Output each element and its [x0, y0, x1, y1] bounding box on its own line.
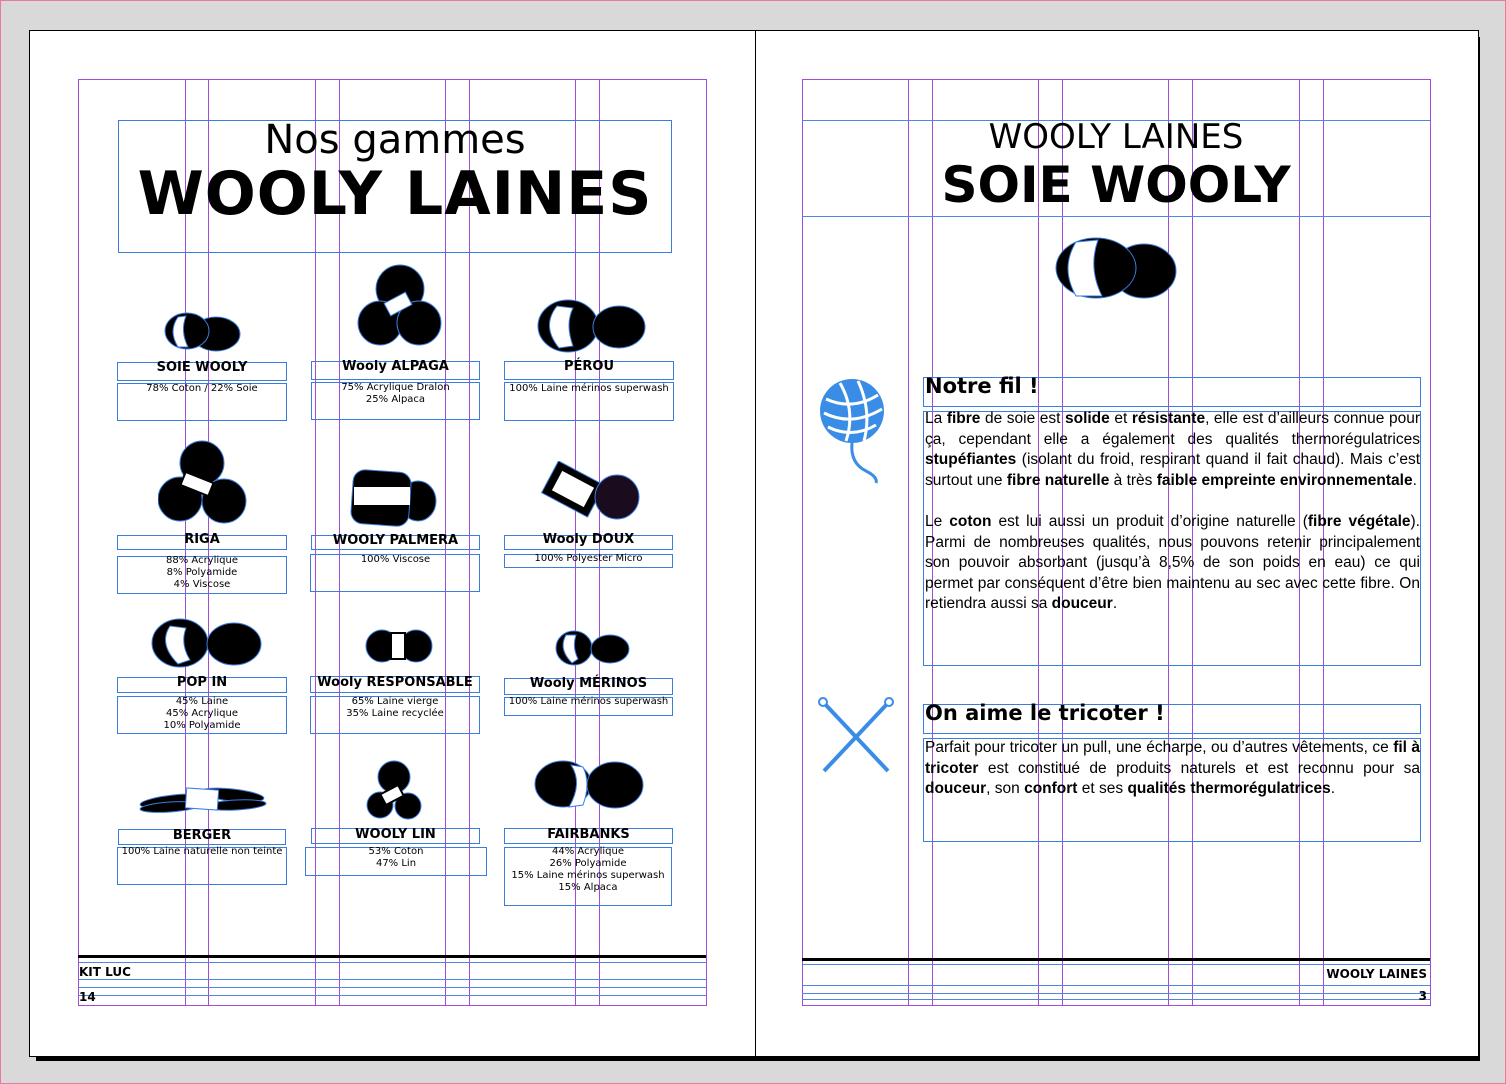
brand-title: WOOLY LAINES — [988, 117, 1244, 157]
item-desc-berger: 100% Laine naturelle non teinte — [121, 846, 283, 857]
section-body-notre-fil: La fibre de soie est solide et résistante, elle est d’ailleurs connue pour ça, cependant elle a également des qualités thermorégulatrices stupéfiantes (isolant du froid, respirant quand il fait chaud). Mais c’est surtout une fibre naturelle à très faible empreinte environnementale. Le coton est lui aussi un produit d’origine naturelle (fibre végétale). Parmi de nombreuses qualités, nous pouvons retenir principalement son pouvoir absorbant (jusqu’à 8,5% de son poids en eau) ce qui permet par conséquent d’être bien maintenu au sec avec cette fibre. On retiendra aussi sa douceur. — [925, 410, 1420, 613]
page-title: SOIE WOOLY — [941, 156, 1291, 214]
item-name-alpaga: Wooly ALPAGA — [342, 359, 449, 374]
item-desc-lin: 53% Coton 47% Lin — [368, 846, 424, 869]
footer-baseline-guide — [78, 979, 706, 980]
yarn-doux-image — [535, 461, 647, 525]
item-desc-palmera: 100% Viscose — [360, 554, 431, 565]
section-heading-on-aime-le-tricoter: On aime le tricoter ! — [925, 701, 1165, 725]
item-name-pop-in: POP IN — [176, 675, 228, 690]
page-spread — [29, 30, 1479, 1057]
item-desc-perou: 100% Laine mérinos superwash — [509, 383, 669, 394]
yarn-merinos-image — [552, 629, 632, 669]
item-desc-alpaga: 75% Acrylique Dralon 25% Alpaca — [341, 382, 450, 405]
yarn-pop-in-image — [150, 616, 264, 672]
item-desc-fairbanks: 44% Acrylique 26% Polyamide 15% Laine mérinos superwash 15% Alpaca — [511, 846, 665, 893]
item-name-soie-wooly: SOIE WOOLY — [156, 360, 248, 375]
right-column-guide — [908, 79, 909, 1005]
page-title: WOOLY LAINES — [137, 159, 653, 229]
item-name-responsable: Wooly RESPONSABLE — [317, 675, 473, 690]
footer-baseline-guide — [802, 964, 1430, 965]
page-number: 3 — [1418, 989, 1427, 1003]
right-title-guide — [802, 216, 1430, 217]
section-subtitle: Nos gammes — [264, 117, 526, 163]
yarn-fairbanks-image — [533, 759, 645, 811]
item-desc-responsable: 65% Laine vierge 35% Laine recyclée — [346, 696, 444, 719]
item-name-lin: WOOLY LIN — [355, 827, 436, 842]
yarn-soie-wooly-image — [160, 311, 244, 355]
item-name-fairbanks: FAIRBANKS — [547, 827, 630, 842]
item-desc-riga: 88% Acrylique 8% Polyamide 4% Viscose — [166, 555, 238, 590]
footer-baseline-guide — [78, 995, 706, 996]
yarn-soie-wooly-hero-image — [1052, 234, 1180, 302]
item-desc-merinos: 100% Laine mérinos superwash — [508, 696, 669, 707]
yarn-riga-image — [158, 439, 248, 525]
item-name-doux: Wooly DOUX — [542, 532, 635, 547]
footer-left-label: KIT LUC — [79, 965, 131, 979]
footer-baseline-guide — [78, 987, 706, 988]
item-desc-soie-wooly: 78% Coton / 22% Soie — [146, 383, 258, 394]
item-desc-pop-in: 45% Laine 45% Acrylique 10% Polyamide — [163, 696, 241, 731]
yarn-berger-image — [134, 781, 270, 817]
footer-rule — [78, 955, 706, 958]
section-body-on-aime-le-tricoter: Parfait pour tricoter un pull, une écharpe, ou d’autres vêtements, ce fil à tricoter est constitué de produits naturels et est reconnu pour sa douceur, son confort et ses qualités thermorégulatrices. — [925, 739, 1420, 798]
footer-right-label: WOOLY LAINES — [1326, 967, 1427, 981]
item-desc-doux: 100% Polyester Micro — [534, 553, 643, 564]
yarn-perou-image — [535, 296, 647, 356]
item-name-perou: PÉROU — [563, 359, 615, 374]
yarn-lin-image — [366, 759, 422, 823]
yarn-palmera-image — [348, 467, 438, 531]
yarn-responsable-image — [364, 627, 434, 667]
yarn-ball-icon — [816, 377, 888, 485]
spine — [755, 31, 756, 1056]
item-name-berger: BERGER — [172, 828, 232, 843]
footer-baseline-guide — [78, 962, 706, 963]
yarn-alpaga-image — [355, 263, 445, 349]
page-number: 14 — [79, 990, 96, 1004]
item-name-merinos: Wooly MÉRINOS — [529, 676, 648, 691]
item-name-riga: RIGA — [184, 532, 220, 547]
section-heading-notre-fil: Notre fil ! — [925, 374, 1039, 398]
knitting-needles-icon — [816, 695, 896, 775]
item-name-palmera: WOOLY PALMERA — [332, 533, 459, 548]
footer-baseline-guide — [802, 985, 1430, 986]
footer-rule — [802, 958, 1430, 961]
